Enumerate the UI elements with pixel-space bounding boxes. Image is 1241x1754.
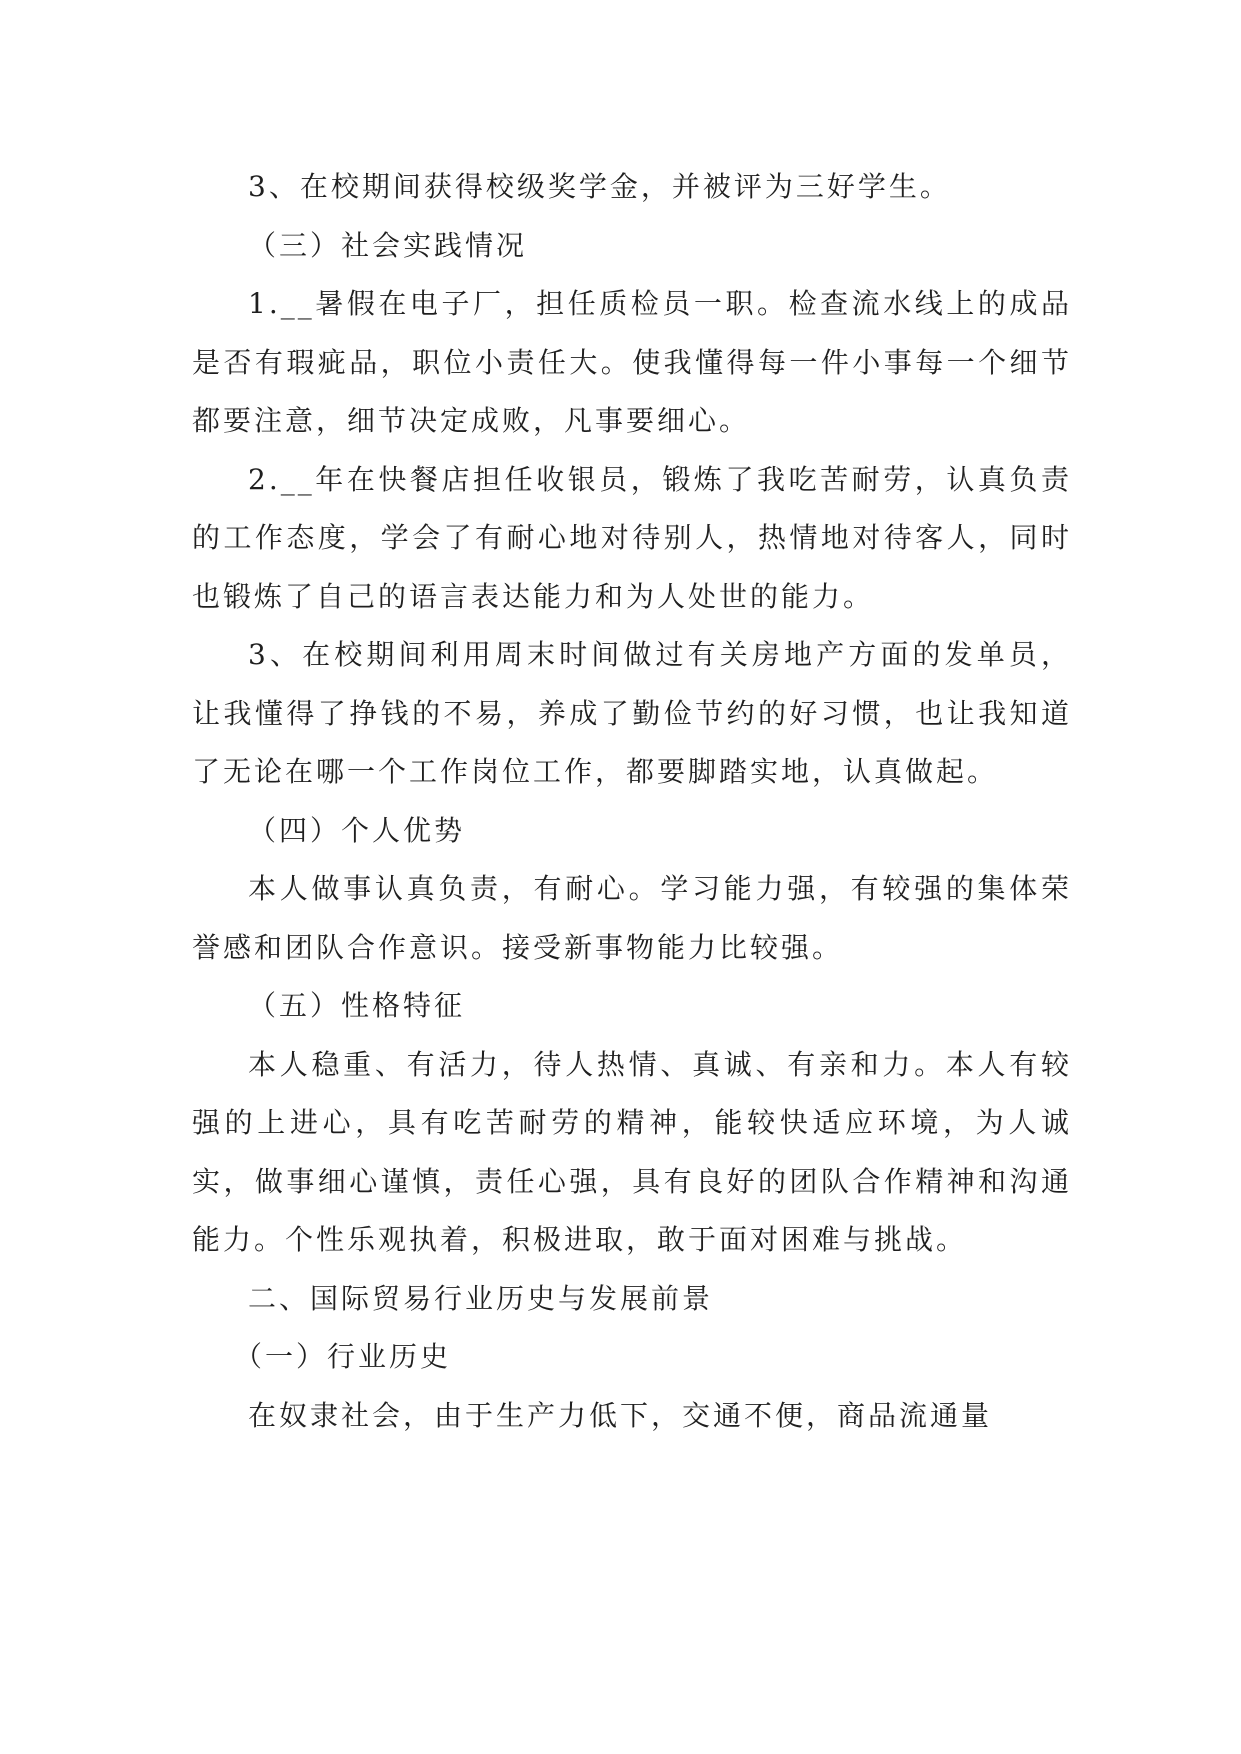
- paragraph-practice-3: 3、在校期间利用周末时间做过有关房地产方面的发单员，让我懂得了挣钱的不易，养成了勤俭节约的好习惯，也让我知道了无论在哪一个工作岗位工作，都要脚踏实地，认真做起。: [192, 638, 1072, 788]
- paragraph-strengths: 本人做事认真负责，有耐心。学习能力强，有较强的集体荣誉感和团队合作意识。接受新事物能力比较强。: [192, 872, 1072, 964]
- heading-personality: （五）性格特征: [248, 989, 466, 1022]
- paragraph-practice-2: 2.__年在快餐店担任收银员，锻炼了我吃苦耐劳，认真负责的工作态度，学会了有耐心地对待别人，热情地对待客人，同时也锻炼了自己的语言表达能力和为人处世的能力。: [192, 462, 1072, 613]
- heading-section-two: 二、国际贸易行业历史与发展前景: [248, 1281, 714, 1315]
- paragraph-scholarship: 3、在校期间获得校级奖学金，并被评为三好学生。: [248, 170, 951, 203]
- heading-personal-strengths: （四）个人优势: [248, 813, 466, 847]
- paragraph-practice-1: 1.__暑假在电子厂，担任质检员一职。检查流水线上的成品是否有瑕疵品，职位小责任大。使我懂得每一件小事每一个细节都要注意，细节决定成败，凡事要细心。: [192, 287, 1072, 437]
- heading-industry-history: （一）行业历史: [234, 1340, 452, 1373]
- paragraph-industry-history: 在奴隶社会，由于生产力低下，交通不便，商品流通量: [248, 1398, 993, 1432]
- heading-social-practice: （三）社会实践情况: [248, 228, 528, 262]
- paragraph-personality: 本人稳重、有活力，待人热情、真诚、有亲和力。本人有较强的上进心，具有吃苦耐劳的精神，能较快适应环境，为人诚实，做事细心谨慎，责任心强，具有良好的团队合作精神和沟通能力。个性乐观执着，积极进取，敢于面对困难与挑战。: [192, 1047, 1072, 1256]
- document-page: [192, 158, 1072, 1445]
